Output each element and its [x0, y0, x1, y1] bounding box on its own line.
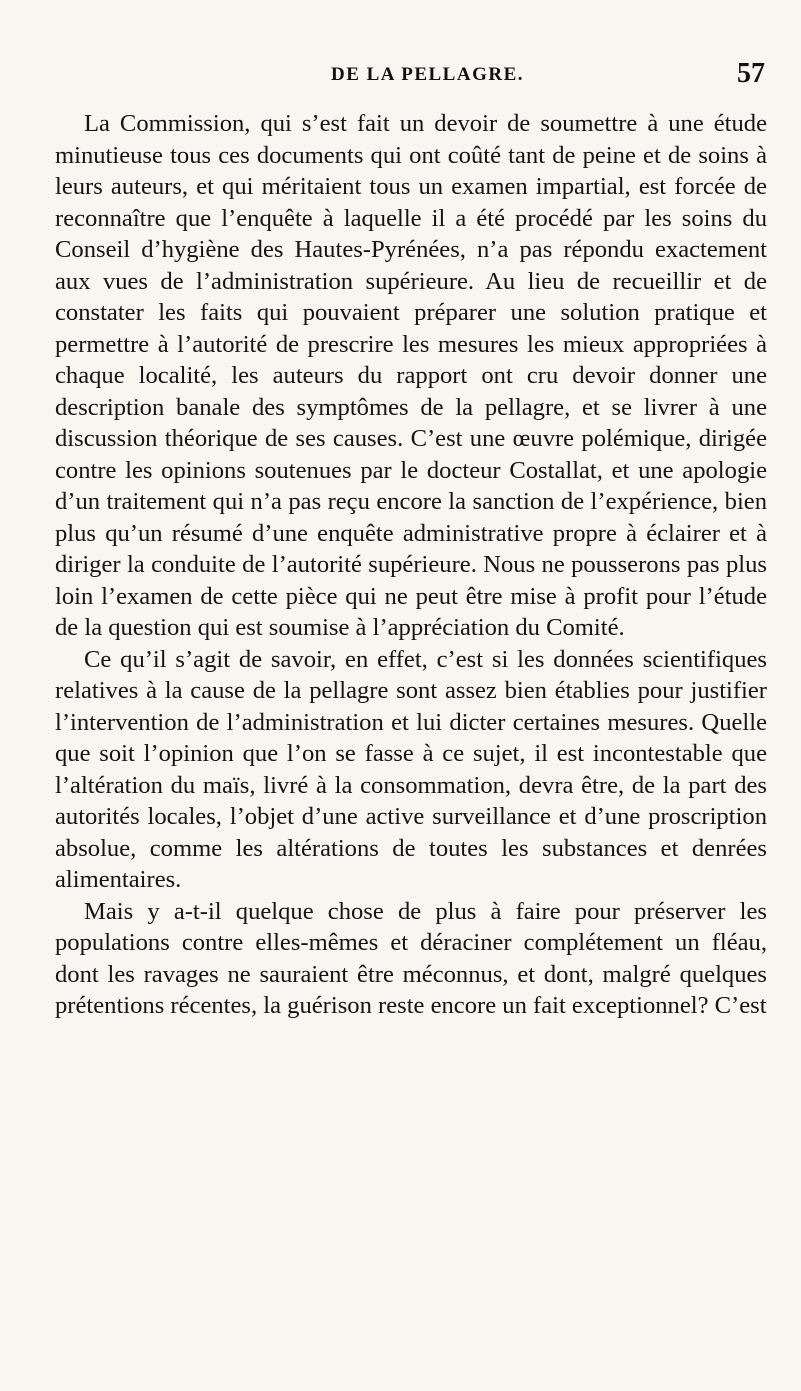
running-title: DE LA PELLAGRE. [330, 64, 524, 85]
running-head [90, 58, 765, 88]
paragraph-2: Ce qu’il s’agit de savoir, en effet, c’est si les données scientifiques relatives à la cause de la pellagre sont assez bien établies pour justifier l’intervention de l’administration et lui dicter certaines mesures. Quelle que soit l’opinion que l’on se fasse à ce sujet, il est incontestable que l’altération du maïs, livré à la consommation, devra être, de la part des autorités locales, l’objet d’une active surveillance et d’une proscription absolue, comme les altérations de toutes les substances et denrées alimentaires. [55, 645, 767, 893]
paragraph-1: La Commission, qui s’est fait un devoir de soumettre à une étude minutieuse tous ces documents qui ont coûté tant de peine et de soins à leurs auteurs, et qui méritaient tous un examen impartial, est forcée de reconnaître que l’enquête à laquelle il a été procédé par les soins du Conseil d’hygiène des Hautes-Pyrénées, n’a pas répondu exactement aux vues de l’administration supérieure. Au lieu de recueillir et de constater les faits qui pouvaient préparer une solution pratique et permettre à l’autorité de prescrire les mesures les mieux appropriées à chaque localité, les auteurs du rapport ont cru devoir donner une description banale des symptômes de la pellagre, et se livrer à une discussion théorique de ses causes. C’est une œuvre polémique, dirigée contre les opinions soutenues par le docteur Costallat, et une apologie d’un traitement qui n’a pas reçu encore la sanction de l’expérience, bien plus qu’un résumé d’une enquête administrative propre à éclairer et à diriger la conduite de l’autorité supérieure. Nous ne pousserons pas plus loin l’examen de cette pièce qui ne peut être mise à profit pour l’étude de la question qui est soumise à l’appréciation du Comité. [55, 110, 767, 641]
page-number: 57 [737, 58, 765, 89]
paragraph-3: Mais y a-t-il quelque chose de plus à faire pour préserver les populations contre elles-mêmes et déraciner complétement un fléau, dont les ravages ne sauraient être méconnus, et dont, malgré quelques prétentions récentes, la guérison reste encore un fait exceptionnel? C’est [55, 897, 767, 1019]
body-text [55, 108, 767, 1022]
